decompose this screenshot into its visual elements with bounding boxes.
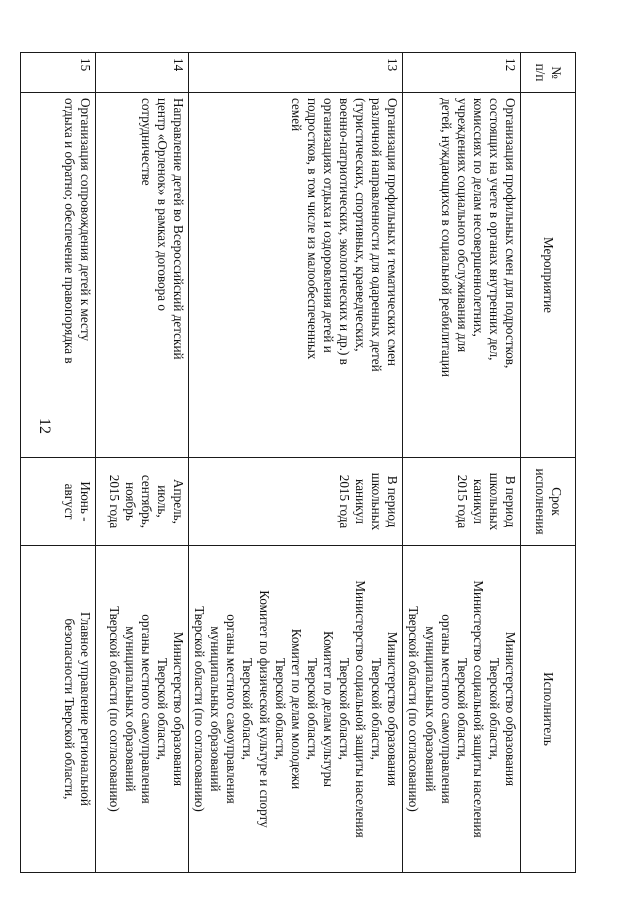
header-term: Срок исполнения bbox=[521, 458, 576, 546]
row-event: Направление детей во Всероссийский детский центр «Орленок» в рамках договора о сотрудничестве bbox=[96, 93, 189, 458]
header-executor: Исполнитель bbox=[521, 546, 576, 873]
row-term: В период школьных каникул 2015 года bbox=[189, 458, 403, 546]
header-num: № п/п bbox=[521, 53, 576, 93]
row-event: Организация профильных и тематических смен различной направленности для одаренных детей (туристических, спортивных, краеведческих, военно-патриотических, экологических и др.) в организациях отдыха и оздоровления детей и подростков, в том числе из малообеспеченных семей bbox=[189, 93, 403, 458]
table-row bbox=[21, 53, 96, 873]
row-number: 14 bbox=[96, 53, 189, 93]
row-term: Июнь - август bbox=[21, 458, 96, 546]
row-number: 15 bbox=[21, 53, 96, 93]
table-row bbox=[96, 53, 189, 873]
row-event: Организация профильных смен для подростков, состоящих на учете в органах внутренних дел, комиссиях по делам несовершеннолетних, учреждениях социального обслуживания для детей, нуждающихся в социальной реабилитации bbox=[403, 93, 521, 458]
row-executor: Министерство образования Тверской области, Министерство социальной защиты населения Тверской области, органы местного самоуправления муниципальных образований Тверской области (по согласованию) bbox=[403, 546, 521, 873]
row-term: В период школьных каникул 2015 года bbox=[403, 458, 521, 546]
row-executor: Министерство образования Тверской области, Министерство социальной защиты населения Тверской области, Комитет по делам культуры Тверской области, Комитет по делам молодежи Тверской области, Комитет по физической культуре и спорту Тверской области, органы местного самоуправления муниципальных образований Тверской области (по согласованию) bbox=[189, 546, 403, 873]
page-number: 12 bbox=[36, 418, 53, 434]
plan-table bbox=[20, 52, 576, 873]
row-executor: Главное управление региональной безопасности Тверской области, bbox=[21, 546, 96, 873]
table-header-row bbox=[521, 53, 576, 873]
table-row bbox=[189, 53, 403, 873]
table-row bbox=[403, 53, 521, 873]
header-event: Мероприятие bbox=[521, 93, 576, 458]
row-number: 13 bbox=[189, 53, 403, 93]
row-term: Апрель, июль, сентябрь, ноябрь 2015 года bbox=[96, 458, 189, 546]
row-executor: Министерство образования Тверской области, органы местного самоуправления муниципальных образований Тверской области (по согласованию) bbox=[96, 546, 189, 873]
row-event: Организация сопровождения детей к месту отдыха и обратно; обеспечение правопорядка в bbox=[21, 93, 96, 458]
rotated-table-container bbox=[62, 52, 576, 872]
row-number: 12 bbox=[403, 53, 521, 93]
